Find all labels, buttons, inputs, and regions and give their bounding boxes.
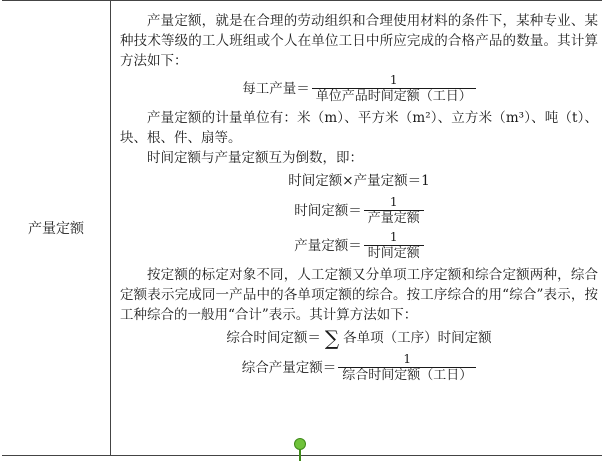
fraction <box>338 352 476 384</box>
fraction-numerator: 1 <box>389 195 398 209</box>
row-label: 产量定额 <box>28 221 84 237</box>
fraction-denominator: 单位产品时间定额（工日） <box>312 88 476 105</box>
formula-output-quota <box>120 230 598 262</box>
summation-symbol: ∑ <box>324 326 340 350</box>
fraction-denominator: 综合时间定额（工日） <box>338 367 476 384</box>
formula-lhs: 综合时间定额＝ <box>226 330 321 346</box>
formula-lhs: 综合产量定额＝ <box>241 360 337 376</box>
formula-rhs: 各单项（工序）时间定额 <box>343 330 492 346</box>
anchor-pin-stem <box>299 449 301 461</box>
fraction-denominator: 时间定额 <box>364 245 424 262</box>
formula-lhs: 每工产量＝ <box>242 81 310 97</box>
formula-text: 时间定额×产量定额＝1 <box>288 173 430 189</box>
paragraph-definition: 产量定额，就是在合理的劳动组织和合理使用材料的条件下，某种专业、某种技术等级的工人班组或个人在单位工日中所应完成的合格产品的数量。其计算方法如下： <box>120 13 598 69</box>
row-label-cell <box>2 1 110 455</box>
formula-combined-output <box>120 352 598 384</box>
fraction-denominator: 产量定额 <box>364 210 424 227</box>
paragraph-units: 产量定额的计量单位有：米（m）、平方米（m²）、立方米（m³）、吨（t）、块、根、件、扇等。 <box>120 110 598 146</box>
fraction-numerator: 1 <box>403 352 412 366</box>
formula-output-per-day <box>120 73 598 105</box>
fraction <box>364 230 424 262</box>
formula-lhs: 产量定额＝ <box>294 238 362 254</box>
content-cell <box>120 11 598 387</box>
paragraph-reciprocal: 时间定额与产量定额互为倒数，即： <box>147 150 363 166</box>
formula-time-quota <box>120 195 598 227</box>
fraction-numerator: 1 <box>389 73 398 87</box>
paragraph-classification: 按定额的标定对象不同，人工定额又分单项工序定额和综合定额两种，综合定额表示完成同一产品中的各单项定额的综合。按工序综合的用“综合”表示，按工种综合的一般用“合计”表示。其计算方法如下： <box>120 267 598 323</box>
fraction <box>364 195 424 227</box>
fraction-numerator: 1 <box>389 230 398 244</box>
formula-product <box>120 170 598 192</box>
fraction <box>312 73 476 105</box>
definition-table <box>2 0 602 456</box>
column-divider <box>110 1 111 455</box>
formula-combined-time <box>120 327 598 349</box>
formula-lhs: 时间定额＝ <box>294 203 362 219</box>
